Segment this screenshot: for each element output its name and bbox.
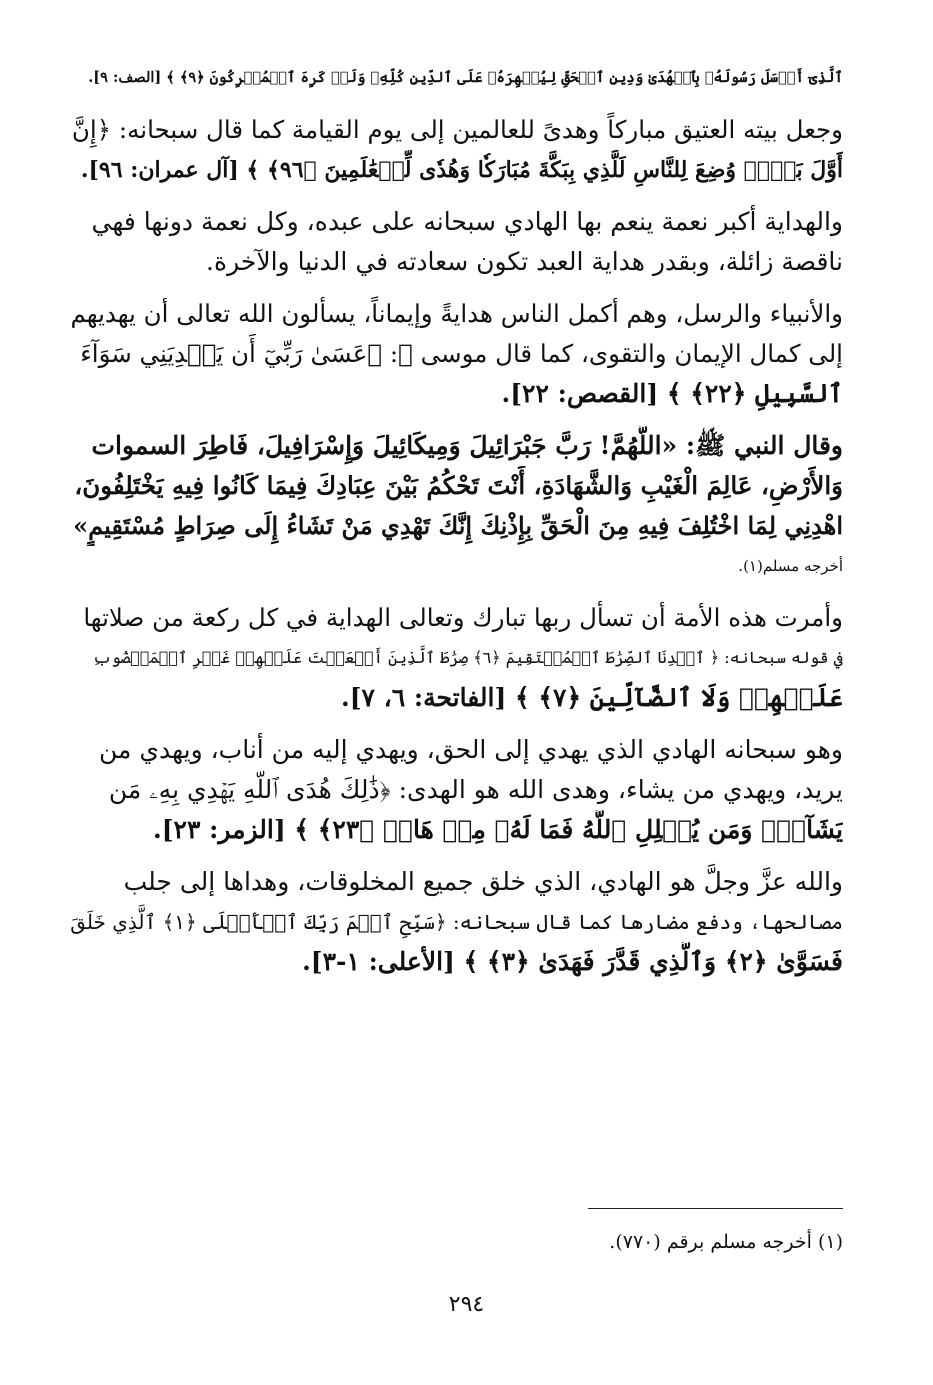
paragraph-7: [70, 730, 843, 850]
text-line: يريد، ويهدي من يشاء، وهدى الله هو الهدى: ﴿ذَٰلِكَ هُدَى ٱللَّهِ يَهۡدِي بِهِۦ مَن: [108, 775, 843, 804]
quran-verse-line: أَوَّلَ بَيۡتٖ وُضِعَ لِلنَّاسِ لَلَّذِي بِبَكَّةَ مُبَارَكٗا وَهُدٗى لِّلۡعَٰلَمِينَ ﴿٩٦﴾ ﴾ [آل عمران: ٩٦].: [80, 157, 843, 183]
paragraph-3: [70, 202, 843, 282]
text-line: والهداية أكبر نعمة ينعم بها الهادي سبحانه على عبده، وكل نعمة دونها فهي: [91, 207, 843, 236]
quran-verse-line: عَلَيۡهِمۡ وَلَا ٱلضَّآلِّينَ ﴿٧﴾ ﴾ [الفاتحة: ٦، ٧].: [341, 683, 843, 712]
quran-verse-line: يَشَآءُۚ وَمَن يُضۡلِلِ ٱللَّهُ فَمَا لَهُۥ مِنۡ هَادٖ ﴿٢٣﴾ ﴾ [الزمر: ٢٣].: [152, 815, 843, 844]
hadith-line: وقال النبي ﷺ: «اللَّهُمَّ! رَبَّ جَبْرَائِيلَ وَمِيكَائِيلَ وَإِسْرَافِيلَ، فَاطِرَ السموات: [91, 431, 843, 460]
hadith-line: وَالأَرْضِ، عَالِمَ الْغَيْبِ وَالشَّهَادَةِ، أَنْتَ تَحْكُمُ بَيْنَ عِبَادِكَ فِيمَا كَانُوا فِيهِ يَخْتَلِفُونَ،: [74, 471, 843, 500]
text-line: ٱلَّذِىٓ أَرۡسَلَ رَسُولَهُۥ بِٱلۡهُدَىٰ وَدِينِ ٱلۡحَقِّ لِيُظۡهِرَهُۥ عَلَى ٱلدِّينِ كُلِّهِۦ وَلَوۡ كَرِهَ ٱلۡمُشۡرِكُونَ ﴿٩﴾ ﴾ [الصف: ٩].: [88, 69, 843, 86]
text-line: والأنبياء والرسل، وهم أكمل الناس هدايةً وإيماناً، يسألون الله تعالى أن يهديهم: [70, 299, 843, 328]
quran-verse-line: ٱلسَّبِيلِ ﴿٢٢﴾ ﴾ [القصص: ٢٢].: [501, 379, 843, 408]
text-line: إلى كمال الإيمان والتقوى، كما قال موسى ﷺ: ﴿عَسَىٰ رَبِّيٓ أَن يَهۡدِيَنِي سَوَآءَ: [80, 339, 843, 368]
text-line: ناقصة زائلة، وبقدر هداية العبد تكون سعادته في الدنيا والآخرة.: [206, 247, 843, 276]
text-line: وهو سبحانه الهادي الذي يهدي إلى الحق، ويهدي إليه من أناب، ويهدي من: [99, 735, 843, 764]
hadith-source: أخرجه مسلم(١).: [738, 557, 843, 575]
page-number: ٢٩٤: [448, 1292, 485, 1317]
text-line: في قوله سبحانه: ﴿ ٱهۡدِنَا ٱلصِّرَٰطَ ٱلۡمُسۡتَقِيمَ ﴿٦﴾ صِرَٰطَ ٱلَّذِينَ أَنۡعَمۡتَ عَلَيۡهِمۡ غَيۡرِ ٱلۡمَغۡضُوبِ: [92, 648, 843, 667]
text-line: والله عزَّ وجلَّ هو الهادي، الذي خلق جميع المخلوقات، وهداها إلى جلب: [123, 867, 843, 896]
hadith-line: اهْدِنِي لِمَا اخْتُلِفَ فِيهِ مِنَ الْحَقِّ بِإِذْنِكَ إِنَّكَ تَهْدِي مَنْ تَشَاءُ إِلَى صِرَاطٍ مُسْتَقِيمٍ»: [73, 511, 843, 540]
footnote-divider: [588, 1208, 843, 1209]
paragraph-5: [70, 426, 843, 586]
footnote: (١) أخرجه مسلم برقم (٧٧٠).: [609, 1231, 843, 1253]
paragraph-1: [70, 58, 843, 98]
paragraph-2: [70, 110, 843, 190]
text-line: مصالحها، ودفع مضارها كما قال سبحانه: ﴿سَبِّحِ ٱسۡمَ رَبِّكَ ٱلۡأَعۡلَى ﴿١﴾ ٱلَّذِي خَلَقَ: [70, 910, 843, 934]
quran-verse-line: فَسَوَّىٰ ﴿٢﴾ وَٱلَّذِي قَدَّرَ فَهَدَىٰ ﴿٣﴾ ﴾ [الأعلى: ١-٣].: [302, 947, 843, 976]
text-line: وأمرت هذه الأمة أن تسأل ربها تبارك وتعالى الهداية في كل ركعة من صلاتها: [83, 603, 843, 632]
paragraph-6: [70, 598, 843, 718]
paragraph-8: [70, 862, 843, 982]
paragraph-4: [70, 294, 843, 414]
text-line: وجعل بيته العتيق مباركاً وهدىً للعالمين إلى يوم القيامة كما قال سبحانه: ﴿إِنَّ: [71, 115, 843, 144]
